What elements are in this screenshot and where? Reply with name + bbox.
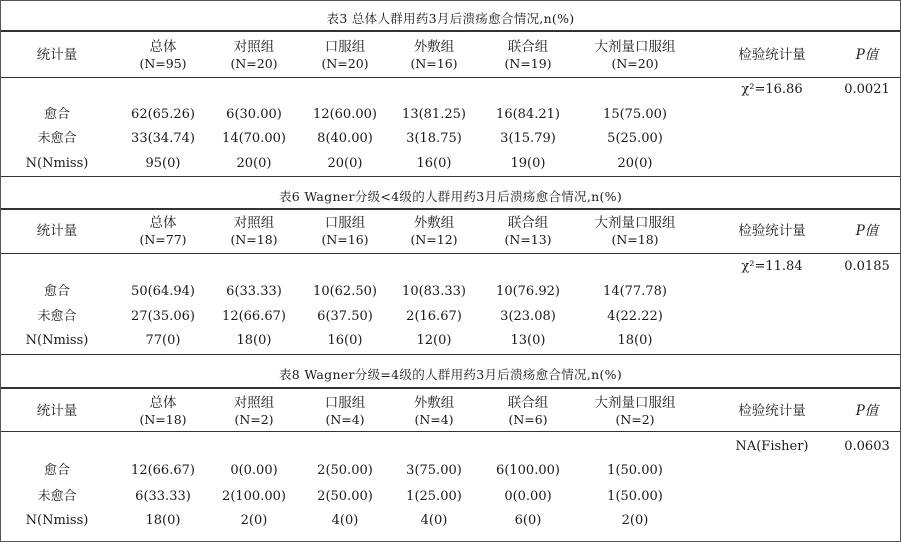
table-cell-topical: 2(16.67) (406, 309, 462, 324)
table-cell-total: 62(65.26) (131, 107, 195, 122)
table-cell-combined: 10(76.92) (496, 284, 560, 299)
row-label: 愈合 (43, 463, 70, 478)
table-cell-combined: 6(0) (514, 513, 542, 528)
table-6-caption: 表6 Wagner分级<4级的人群用药3月后溃疡愈合情况,n(%) (279, 189, 622, 204)
p-value: 0.0185 (844, 259, 890, 274)
column-header-n: (N=95) (139, 56, 187, 71)
table-cell-combined: 16(84.21) (496, 107, 560, 122)
table-cell-control: 6(30.00) (226, 107, 282, 122)
table-cell-high-dose-oral: 18(0) (617, 333, 653, 348)
table-3-caption: 表3 总体人群用药3月后溃疡愈合情况,n(%) (326, 11, 575, 26)
table-cell-topical: 12(0) (416, 333, 452, 348)
table-cell-high-dose-oral: 14(77.78) (603, 284, 667, 299)
column-header-label: 大剂量口服组 (594, 395, 676, 411)
table-cell-total: 6(33.33) (135, 489, 191, 504)
table-cell-oral: 20(0) (327, 156, 363, 171)
test-statistic-value: NA(Fisher) (735, 439, 809, 454)
column-header-label: 检验统计量 (738, 223, 806, 239)
table-cell-oral: 2(50.00) (317, 489, 373, 504)
table-cell-high-dose-oral: 1(50.00) (607, 489, 663, 504)
column-header-n: (N=6) (508, 412, 548, 427)
row-label: N(Nmiss) (25, 333, 89, 348)
column-header-label: 联合组 (507, 39, 549, 55)
column-header-n: (N=13) (504, 232, 552, 247)
table-cell-control: 18(0) (236, 333, 272, 348)
table-cell-high-dose-oral: 20(0) (617, 156, 653, 171)
column-header-n: (N=20) (611, 56, 659, 71)
column-header-n: (N=18) (230, 232, 278, 247)
column-header-label: P值 (855, 403, 879, 419)
column-header-label: 大剂量口服组 (594, 215, 676, 231)
table-cell-combined: 3(15.79) (500, 131, 556, 146)
table-cell-topical: 16(0) (416, 156, 452, 171)
table-cell-oral: 8(40.00) (317, 131, 373, 146)
p-value: 0.0603 (844, 439, 890, 454)
table-cell-control: 2(100.00) (222, 489, 286, 504)
table-cell-topical: 3(75.00) (406, 463, 462, 478)
column-header-n: (N=4) (414, 412, 454, 427)
column-header-label: 统计量 (36, 223, 78, 239)
table-cell-combined: 0(0.00) (504, 489, 552, 504)
table-cell-total: 12(66.67) (131, 463, 195, 478)
header-rule (1, 77, 900, 78)
column-header-n: (N=20) (230, 56, 278, 71)
column-header-label: P值 (855, 223, 879, 239)
table-cell-oral: 2(50.00) (317, 463, 373, 478)
column-header-label: 口服组 (324, 215, 366, 231)
column-header-n: (N=18) (611, 232, 659, 247)
table-cell-oral: 6(37.50) (317, 309, 373, 324)
table-top-rule (1, 387, 900, 389)
table-cell-total: 33(34.74) (131, 131, 195, 146)
p-value: 0.0021 (844, 82, 890, 97)
table-cell-total: 50(64.94) (131, 284, 195, 299)
column-header-n: (N=4) (325, 412, 365, 427)
table-cell-combined: 19(0) (510, 156, 546, 171)
table-cell-topical: 10(83.33) (402, 284, 466, 299)
column-header-label: 检验统计量 (738, 403, 806, 419)
header-rule (1, 431, 900, 432)
column-header-label: 联合组 (507, 395, 549, 411)
table-cell-control: 0(0.00) (230, 463, 278, 478)
column-header-label: 统计量 (36, 403, 78, 419)
column-header-label: 检验统计量 (738, 47, 806, 63)
column-header-label: 对照组 (233, 39, 275, 55)
column-header-high-dose-oral (565, 39, 705, 72)
column-header-high-dose-oral (565, 395, 705, 428)
column-header-label: 对照组 (233, 215, 275, 231)
table-cell-combined: 13(0) (510, 333, 546, 348)
column-header-label: 总体 (149, 395, 177, 411)
row-label: 未愈合 (37, 309, 77, 324)
table-cell-high-dose-oral: 2(0) (621, 513, 649, 528)
column-header-n: (N=16) (410, 56, 458, 71)
row-label: 未愈合 (37, 131, 77, 146)
column-header-n: (N=18) (139, 412, 187, 427)
table-cell-total: 77(0) (145, 333, 181, 348)
row-label: 愈合 (43, 107, 70, 122)
table-top-rule (1, 208, 900, 210)
test-statistic-value: χ²=11.84 (741, 259, 803, 274)
column-header-label: 大剂量口服组 (594, 39, 676, 55)
header-rule (1, 253, 900, 254)
row-label: N(Nmiss) (25, 156, 89, 171)
column-header-n: (N=2) (234, 412, 274, 427)
table-cell-oral: 12(60.00) (313, 107, 377, 122)
table-cell-control: 6(33.33) (226, 284, 282, 299)
table-cell-topical: 3(18.75) (406, 131, 462, 146)
column-header-label: 外敷组 (413, 39, 455, 55)
column-header-n: (N=12) (410, 232, 458, 247)
row-label: 愈合 (43, 284, 70, 299)
column-header-label: P值 (855, 47, 879, 63)
table-cell-control: 20(0) (236, 156, 272, 171)
table-cell-control: 14(70.00) (222, 131, 286, 146)
column-header-label: 统计量 (36, 47, 78, 63)
table-cell-high-dose-oral: 5(25.00) (607, 131, 663, 146)
table-cell-high-dose-oral: 4(22.22) (607, 309, 663, 324)
table-bottom-rule (1, 176, 900, 177)
column-header-n: (N=77) (139, 232, 187, 247)
column-header-label: 对照组 (233, 395, 275, 411)
table-cell-topical: 4(0) (420, 513, 448, 528)
table-cell-total: 27(35.06) (131, 309, 195, 324)
column-header-label: 外敷组 (413, 215, 455, 231)
table-cell-oral: 4(0) (331, 513, 359, 528)
column-header-label: 口服组 (324, 39, 366, 55)
column-header-n: (N=2) (615, 412, 655, 427)
table-cell-oral: 10(62.50) (313, 284, 377, 299)
table-cell-combined: 6(100.00) (496, 463, 560, 478)
table-bottom-rule (1, 354, 900, 355)
column-header-n: (N=20) (321, 56, 369, 71)
column-header-high-dose-oral (565, 215, 705, 248)
column-header-p-value (797, 47, 901, 64)
column-header-label: 总体 (149, 39, 177, 55)
table-top-rule (1, 30, 900, 32)
table-cell-combined: 3(23.08) (500, 309, 556, 324)
table-cell-topical: 13(81.25) (402, 107, 466, 122)
table-cell-high-dose-oral: 15(75.00) (603, 107, 667, 122)
table-cell-total: 18(0) (145, 513, 181, 528)
column-header-p-value (797, 223, 901, 240)
column-header-label: 外敷组 (413, 395, 455, 411)
column-header-label: 口服组 (324, 395, 366, 411)
table-cell-oral: 16(0) (327, 333, 363, 348)
test-statistic-value: χ²=16.86 (741, 82, 803, 97)
column-header-label: 总体 (149, 215, 177, 231)
row-label: N(Nmiss) (25, 513, 89, 528)
table-cell-control: 2(0) (240, 513, 268, 528)
table-8-caption: 表8 Wagner分级=4级的人群用药3月后溃疡愈合情况,n(%) (279, 367, 622, 382)
column-header-n: (N=16) (321, 232, 369, 247)
column-header-label: 联合组 (507, 215, 549, 231)
row-label: 未愈合 (37, 489, 77, 504)
column-header-p-value (797, 403, 901, 420)
table-cell-high-dose-oral: 1(50.00) (607, 463, 663, 478)
table-cell-topical: 1(25.00) (406, 489, 462, 504)
table-cell-control: 12(66.67) (222, 309, 286, 324)
table-cell-total: 95(0) (145, 156, 181, 171)
column-header-n: (N=19) (504, 56, 552, 71)
